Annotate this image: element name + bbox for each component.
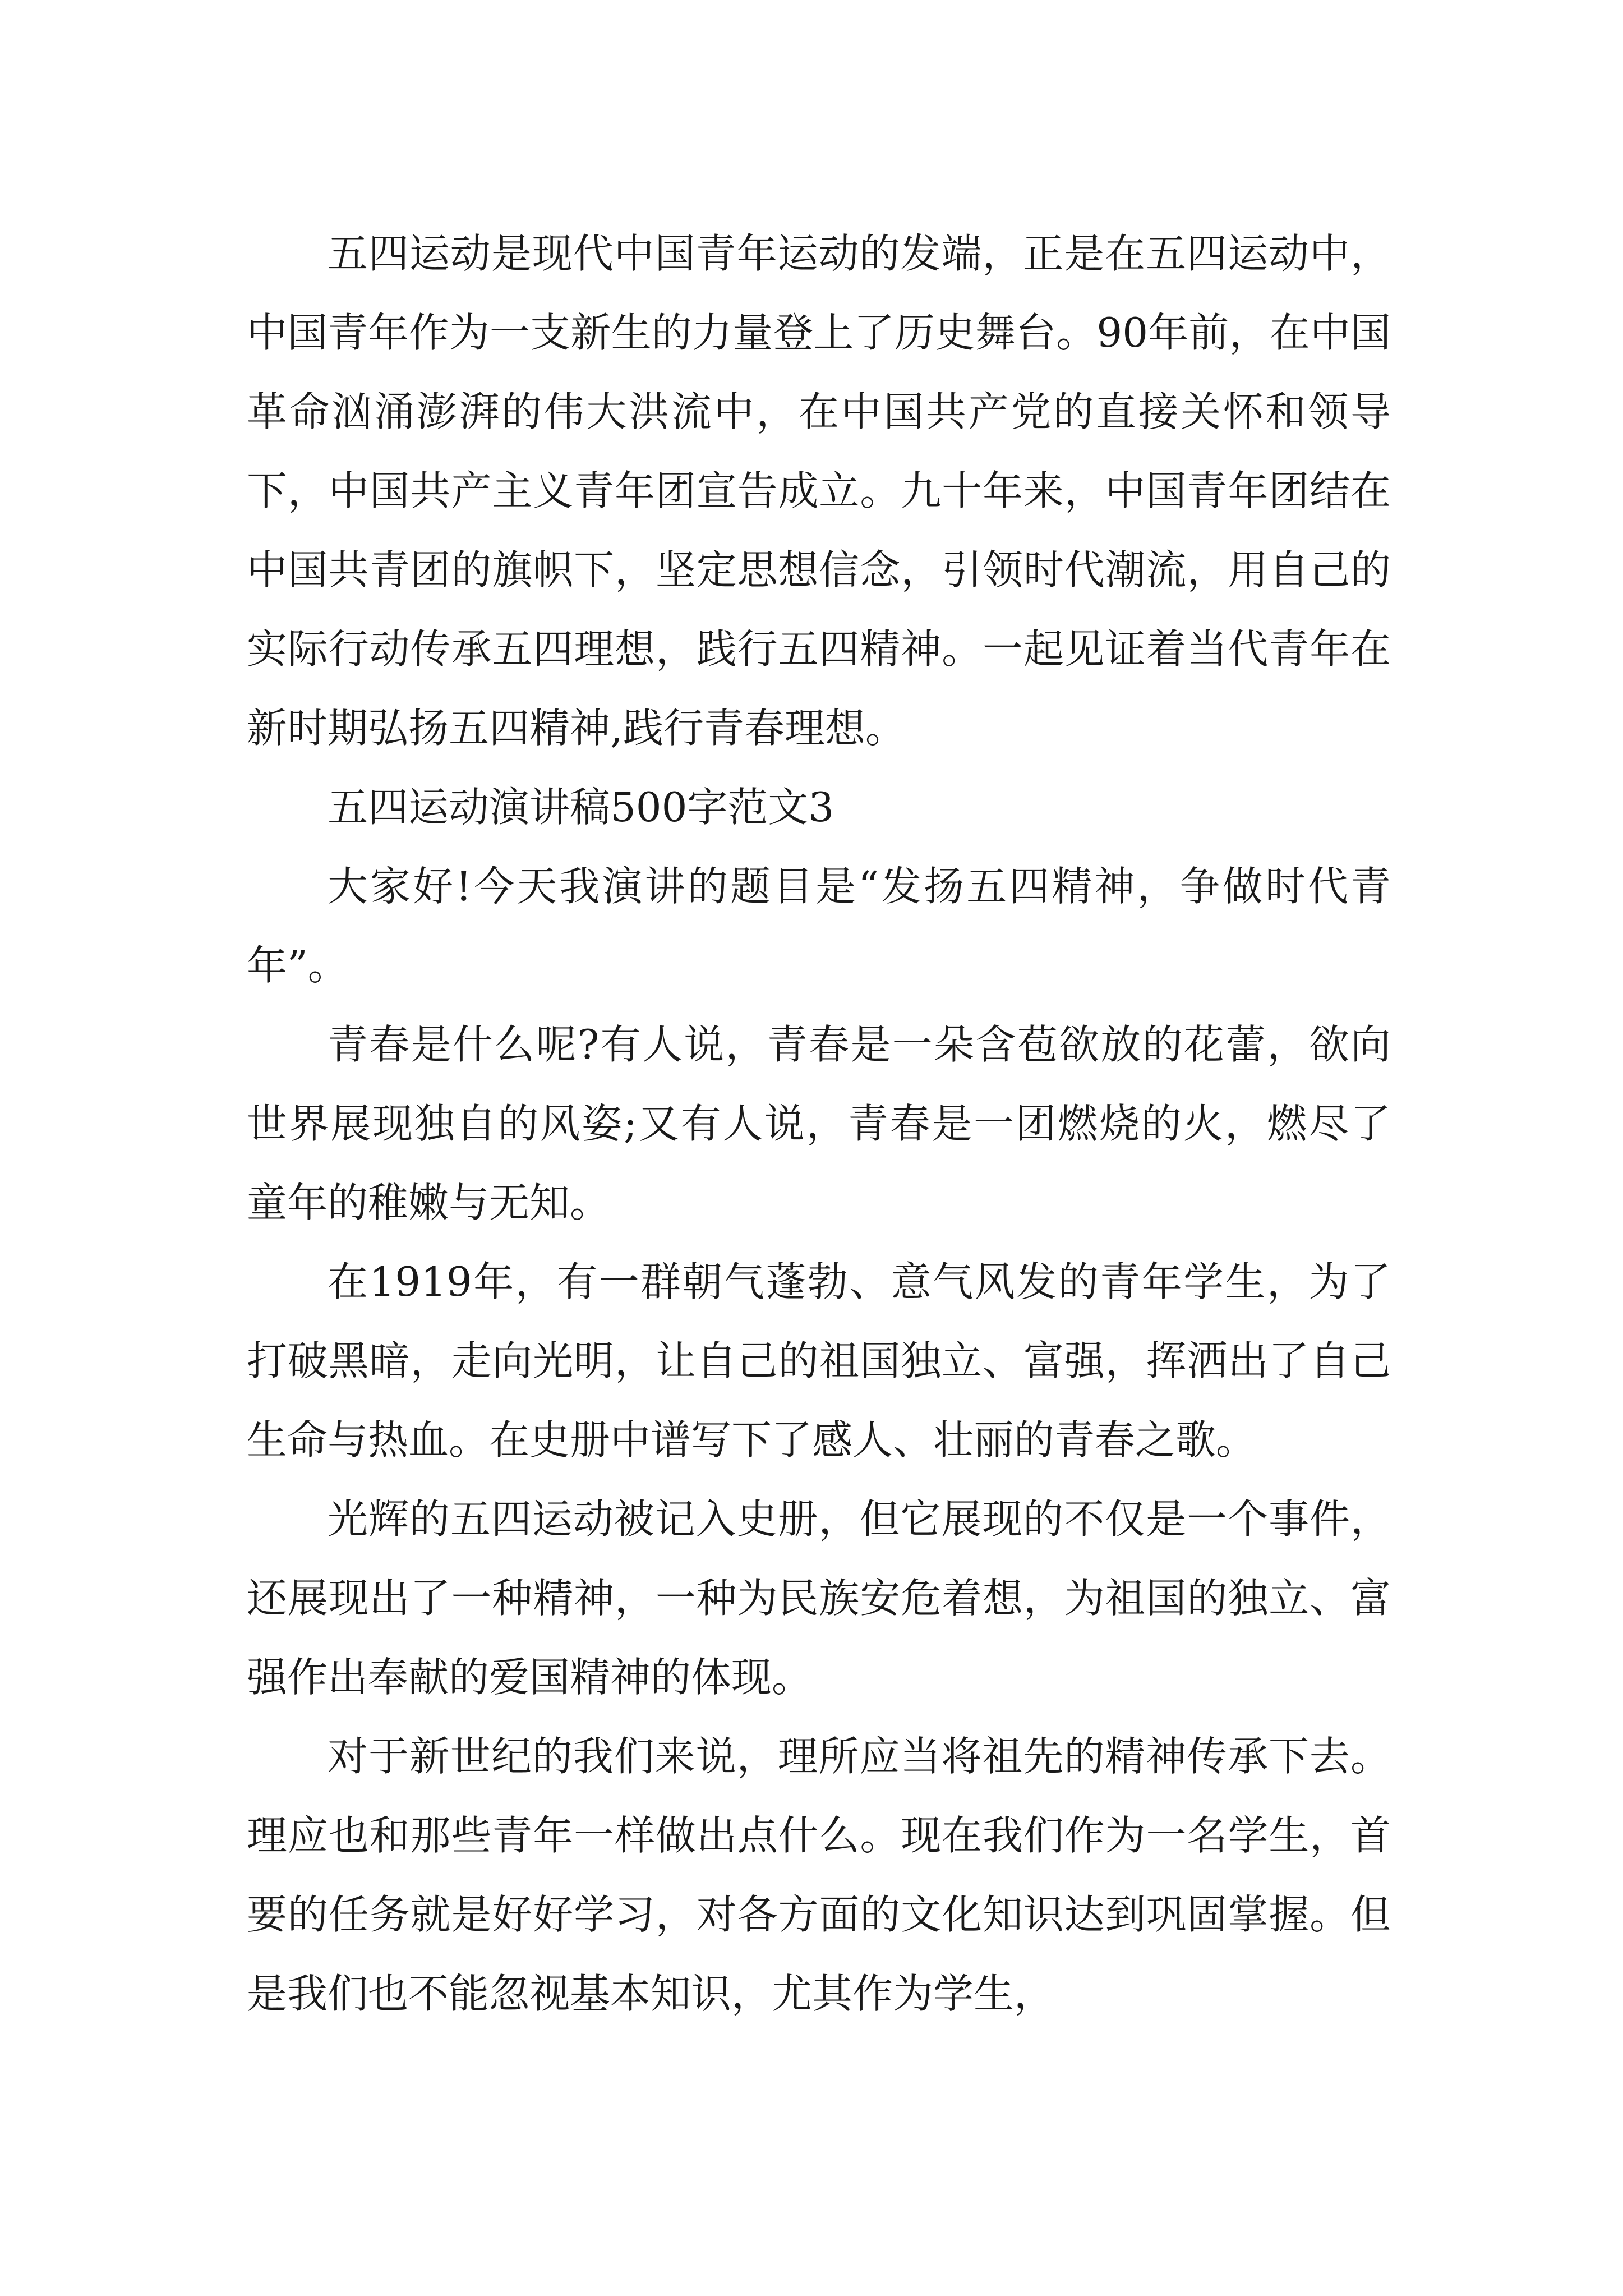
paragraph-intro: 五四运动是现代中国青年运动的发端，正是在五四运动中，中国青年作为一支新生的力量登上了历史舞台。90年前，在中国革命汹涌澎湃的伟大洪流中，在中国共产党的直接关怀和领导下，中国共产主义青年团宣告成立。九十年来，中国青年团结在中国共青团的旗帜下，坚定思想信念，引领时代潮流，用自己的实际行动传承五四理想，践行五四精神。一起见证着当代青年在新时期弘扬五四精神,践行青春理想。 (247, 230, 1391, 752)
section-heading: 五四运动演讲稿500字范文3 (328, 784, 834, 831)
paragraph-spirit: 光辉的五四运动被记入史册，但它展现的不仅是一个事件，还展现出了一种精神，一种为民族安危着想，为祖国的独立、富强作出奉献的爱国精神的体现。 (247, 1496, 1391, 1701)
paragraph-youth: 青春是什么呢?有人说，青春是一朵含苞欲放的花蕾，欲向世界展现独自的风姿;又有人说，青春是一团燃烧的火，燃尽了童年的稚嫩与无知。 (247, 1021, 1391, 1226)
paragraph-1919: 在1919年，有一群朝气蓬勃、意气风发的青年学生，为了打破黑暗，走向光明，让自己的祖国独立、富强，挥洒出了自己生命与热血。在史册中谱写下了感人、壮丽的青春之歌。 (247, 1258, 1391, 1464)
document-body (247, 214, 1391, 2033)
paragraph-greeting: 大家好!今天我演讲的题目是“发扬五四精神，争做时代青年”。 (247, 863, 1391, 989)
paragraph-new-century: 对于新世纪的我们来说，理所应当将祖先的精神传承下去。理应也和那些青年一样做出点什么。现在我们作为一名学生，首要的任务就是好好学习，对各方面的文化知识达到巩固掌握。但是我们也不能忽视基本知识，尤其作为学生， (247, 1733, 1391, 2017)
